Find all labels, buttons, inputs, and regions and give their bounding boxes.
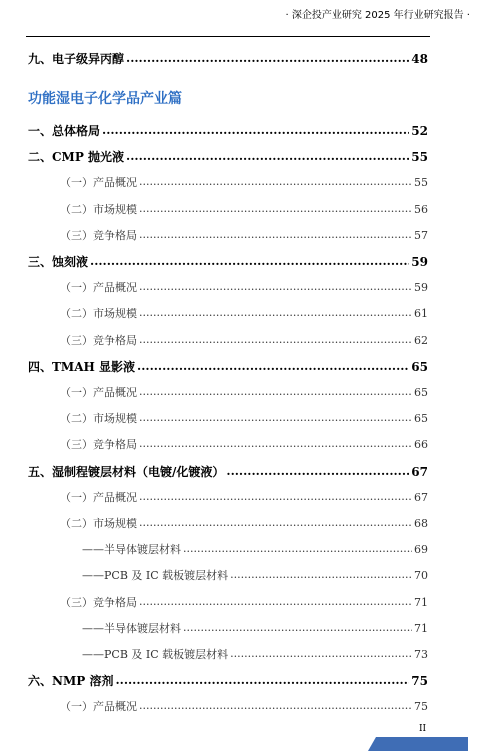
toc-entry-title: （一）产品概况 (60, 176, 137, 189)
toc-entry-title: （二）市场规模 (60, 203, 137, 216)
toc-entry-page: 75 (414, 700, 428, 713)
toc-entry[interactable] (28, 436, 428, 452)
toc-entry-page: 55 (414, 176, 428, 189)
toc-leader-dots (139, 306, 412, 319)
toc-entry-title: （二）市场规模 (60, 517, 137, 530)
toc-entry-title: ——半导体镀层材料 (82, 543, 181, 556)
toc-entry-page: 70 (414, 569, 428, 582)
toc-entry-title: （三）竞争格局 (60, 229, 137, 242)
toc-entry-title: 一、总体格局 (28, 124, 101, 138)
toc-entry-page: 73 (414, 648, 428, 661)
toc-entry-page: 65 (414, 386, 428, 399)
toc-entry-title: （一）产品概况 (60, 700, 137, 713)
toc-entry-page: 62 (414, 334, 428, 347)
toc-entry-title: （二）市场规模 (60, 307, 137, 320)
toc-entry[interactable] (28, 384, 428, 400)
toc-entry-page: 65 (411, 360, 428, 374)
toc-leader-dots (139, 202, 412, 215)
toc-leader-dots (126, 51, 409, 65)
toc-leader-dots (226, 464, 409, 478)
toc-entry[interactable] (28, 646, 428, 662)
toc-entry-title: 六、NMP 溶剂 (28, 674, 114, 688)
toc-entry-page: 59 (414, 281, 428, 294)
toc-entry-page: 59 (411, 255, 428, 269)
toc-leader-dots (230, 647, 412, 660)
toc-entry-page: 48 (411, 52, 428, 66)
toc-entry-title: 三、蚀刻液 (28, 255, 89, 269)
toc-entry[interactable] (28, 567, 428, 583)
section-heading: 功能湿电子化学品产业篇 (28, 91, 182, 107)
toc-leader-dots (139, 411, 412, 424)
toc-leader-dots (139, 333, 412, 346)
toc-leader-dots (139, 437, 412, 450)
toc-entry-page: 67 (414, 491, 428, 504)
toc-entry-title: （二）市场规模 (60, 412, 137, 425)
toc-entry-title: （三）竞争格局 (60, 438, 137, 451)
toc-leader-dots (139, 699, 412, 712)
toc-entry-page: 55 (411, 150, 428, 164)
toc-entry-page: 57 (414, 229, 428, 242)
toc-entry[interactable] (28, 698, 428, 714)
toc-entry[interactable] (28, 515, 428, 531)
toc-leader-dots (183, 542, 412, 555)
toc-leader-dots (230, 568, 412, 581)
header-rule (26, 36, 430, 37)
toc-leader-dots (139, 490, 412, 503)
toc-leader-dots (139, 228, 412, 241)
toc-entry-title: 九、电子级异丙醇 (28, 52, 125, 66)
toc-entry[interactable] (28, 463, 428, 480)
toc-entry-page: 61 (414, 307, 428, 320)
toc-entry[interactable] (28, 122, 428, 139)
toc-entry-page: 68 (414, 517, 428, 530)
toc-entry-title: （一）产品概况 (60, 491, 137, 504)
toc-entry-title: （一）产品概况 (60, 386, 137, 399)
toc-entry[interactable] (28, 672, 428, 689)
toc-entry-title: ——PCB 及 IC 载板镀层材料 (82, 569, 229, 582)
toc-entry[interactable] (28, 541, 428, 557)
toc-entry-title: 四、TMAH 显影液 (28, 360, 136, 374)
toc-entry-page: 67 (411, 465, 428, 479)
toc-entry[interactable] (28, 279, 428, 295)
toc-leader-dots (139, 385, 412, 398)
toc-entry-title: 二、CMP 抛光液 (28, 150, 125, 164)
toc-entry-title: ——PCB 及 IC 载板镀层材料 (82, 648, 229, 661)
toc-entry-page: 69 (414, 543, 428, 556)
toc-entry-page: 71 (414, 596, 428, 609)
page-number: II (419, 724, 427, 734)
toc-leader-dots (102, 123, 409, 137)
page-header: · 深企投产业研究 2025 年行业研究报告 · (285, 10, 470, 21)
toc-entry-title: （三）竞争格局 (60, 334, 137, 347)
toc-leader-dots (139, 516, 412, 529)
toc-entry-page: 75 (411, 674, 428, 688)
toc-entry[interactable] (28, 305, 428, 321)
footer-bar (368, 737, 468, 751)
toc-leader-dots (115, 673, 409, 687)
toc-leader-dots (139, 595, 412, 608)
toc-leader-dots (183, 621, 412, 634)
toc-entry[interactable] (28, 594, 428, 610)
toc-entry-page: 71 (414, 622, 428, 635)
toc-entry[interactable] (28, 174, 428, 190)
toc-entry[interactable] (28, 253, 428, 270)
toc-entry[interactable] (28, 50, 428, 67)
toc-entry[interactable] (28, 489, 428, 505)
toc-entry-title: 五、湿制程镀层材料（电镀/化镀液） (28, 465, 225, 479)
toc-entry-page: 66 (414, 438, 428, 451)
toc-leader-dots (137, 359, 409, 373)
toc-entry-title: （三）竞争格局 (60, 596, 137, 609)
toc-entry[interactable] (28, 620, 428, 636)
toc-entry-title: （一）产品概况 (60, 281, 137, 294)
toc-leader-dots (90, 254, 409, 268)
toc-entry-page: 56 (414, 203, 428, 216)
toc-leader-dots (139, 280, 412, 293)
toc-entry[interactable] (28, 358, 428, 375)
toc-entry[interactable] (28, 332, 428, 348)
toc-entry-title: ——半导体镀层材料 (82, 622, 181, 635)
toc-entry-page: 52 (411, 124, 428, 138)
toc-leader-dots (126, 149, 409, 163)
toc-entry[interactable] (28, 201, 428, 217)
toc-entry[interactable] (28, 148, 428, 165)
toc-entry-page: 65 (414, 412, 428, 425)
toc-entry[interactable] (28, 410, 428, 426)
toc-leader-dots (139, 175, 412, 188)
toc-entry[interactable] (28, 227, 428, 243)
